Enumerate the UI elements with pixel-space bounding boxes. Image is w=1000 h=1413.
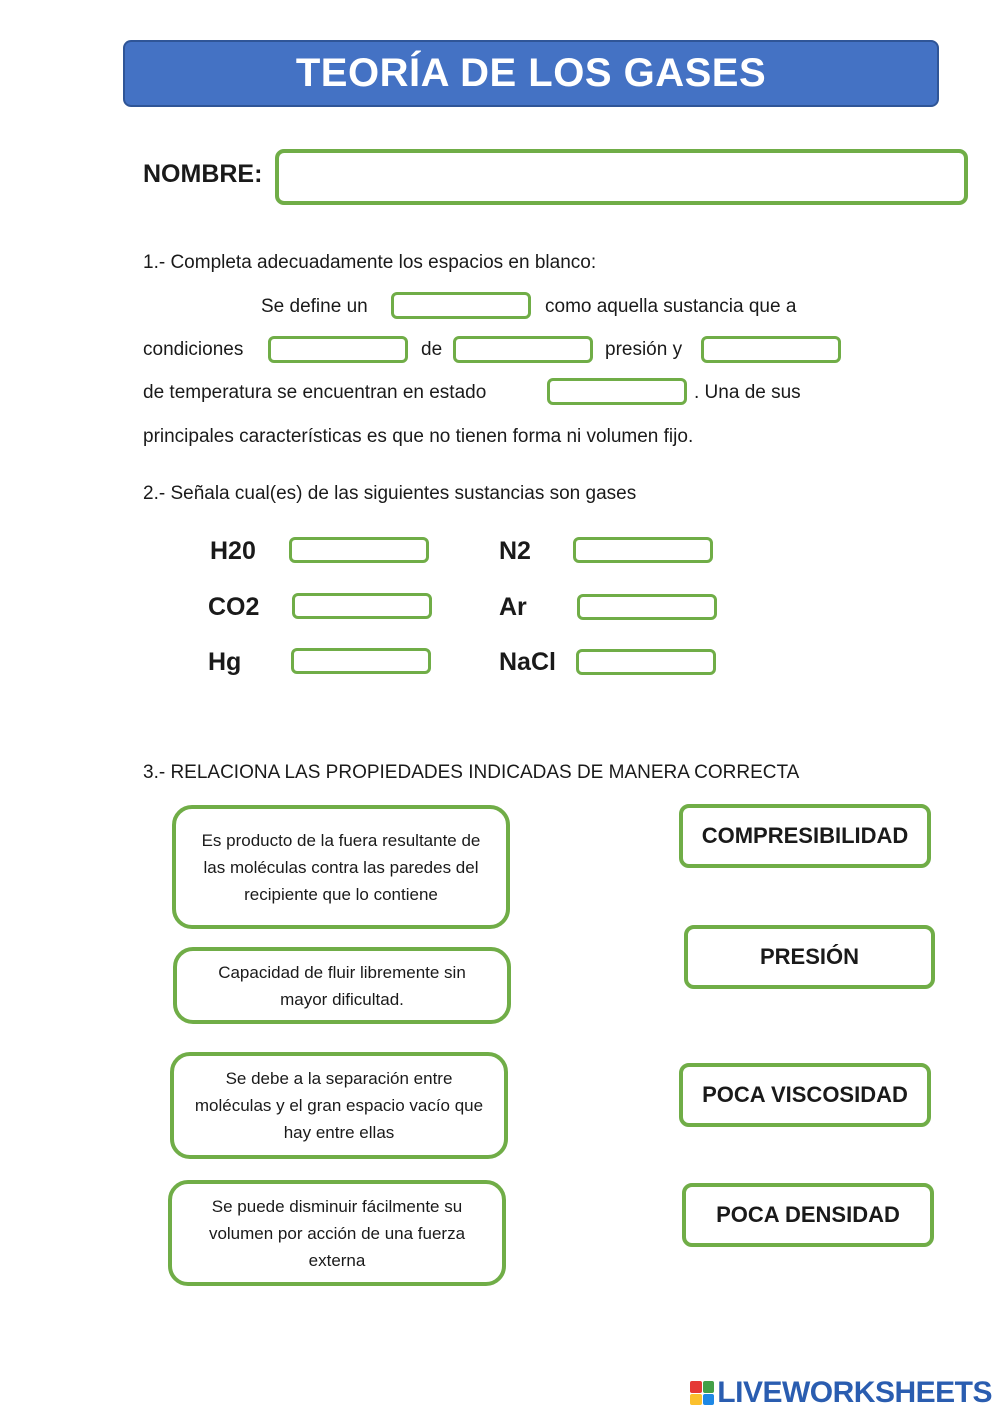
property-label: PRESIÓN bbox=[759, 944, 860, 969]
property-poca-viscosidad[interactable] bbox=[679, 1063, 931, 1127]
title-banner bbox=[123, 40, 939, 107]
liveworksheets-logo[interactable] bbox=[690, 1376, 992, 1410]
s1-line1-text-a: Se define un bbox=[261, 296, 368, 317]
s1-line2-text-b: de bbox=[421, 339, 443, 360]
blank-input-1[interactable] bbox=[391, 292, 531, 319]
property-label: POCA DENSIDAD bbox=[716, 1202, 900, 1227]
definition-text: Se puede disminuir fácilmente su volumen por acción de una fuerza externa bbox=[208, 1196, 466, 1270]
substance-label: Hg bbox=[208, 648, 242, 676]
s1-line3-text-b: . Una de sus bbox=[694, 382, 801, 403]
section1-heading: 1.- Completa adecuadamente los espacios en blanco: bbox=[143, 252, 597, 273]
section3-heading: 3.- RELACIONA LAS PROPIEDADES INDICADAS DE MANERA CORRECTA bbox=[143, 762, 800, 783]
blank-input-3[interactable] bbox=[453, 336, 593, 363]
definition-card-3[interactable] bbox=[170, 1052, 508, 1159]
definition-card-1[interactable] bbox=[172, 805, 510, 929]
blank-input-4[interactable] bbox=[701, 336, 841, 363]
substance-label: N2 bbox=[499, 537, 531, 565]
s1-line3-text-a: de temperatura se encuentran en estado bbox=[143, 382, 487, 403]
substance-input-co2[interactable] bbox=[292, 593, 432, 619]
property-poca-densidad[interactable] bbox=[682, 1183, 934, 1247]
definition-card-4[interactable] bbox=[168, 1180, 506, 1286]
s1-line4-text: principales características es que no tienen forma ni volumen fijo. bbox=[143, 426, 694, 447]
nombre-label: NOMBRE: bbox=[143, 160, 263, 188]
blank-input-2[interactable] bbox=[268, 336, 408, 363]
substance-label: CO2 bbox=[208, 593, 260, 621]
substance-input-hg[interactable] bbox=[291, 648, 431, 674]
logo-text: LIVEWORKSHEETS bbox=[717, 1376, 992, 1409]
logo-icon bbox=[690, 1381, 714, 1405]
section2-heading: 2.- Señala cual(es) de las siguientes sustancias son gases bbox=[143, 483, 637, 504]
property-compresibilidad[interactable] bbox=[679, 804, 931, 868]
s1-line2-text-c: presión y bbox=[605, 339, 683, 360]
property-label: POCA VISCOSIDAD bbox=[702, 1082, 908, 1107]
definition-text: Capacidad de fluir libremente sin mayor dificultad. bbox=[218, 962, 466, 1009]
substance-input-n2[interactable] bbox=[573, 537, 713, 563]
substance-input-nacl[interactable] bbox=[576, 649, 716, 675]
definition-card-2[interactable] bbox=[173, 947, 511, 1024]
substance-label: Ar bbox=[499, 593, 527, 621]
definition-text: Es producto de la fuera resultante de las moléculas contra las paredes del recipiente que lo contiene bbox=[201, 830, 481, 904]
substance-input-h2o[interactable] bbox=[289, 537, 429, 563]
substance-label: H20 bbox=[210, 537, 256, 565]
property-label: COMPRESIBILIDAD bbox=[701, 823, 909, 848]
s1-line2-text-a: condiciones bbox=[143, 339, 244, 360]
nombre-input[interactable] bbox=[275, 149, 968, 205]
substance-label: NaCl bbox=[499, 648, 556, 676]
blank-input-5[interactable] bbox=[547, 378, 687, 405]
s1-line1-text-b: como aquella sustancia que a bbox=[545, 296, 797, 317]
page-title: TEORÍA DE LOS GASES bbox=[295, 51, 767, 95]
definition-text: Se debe a la separación entre moléculas y el gran espacio vacío que hay entre ellas bbox=[194, 1069, 484, 1142]
property-presion[interactable] bbox=[684, 925, 935, 989]
substance-input-ar[interactable] bbox=[577, 594, 717, 620]
